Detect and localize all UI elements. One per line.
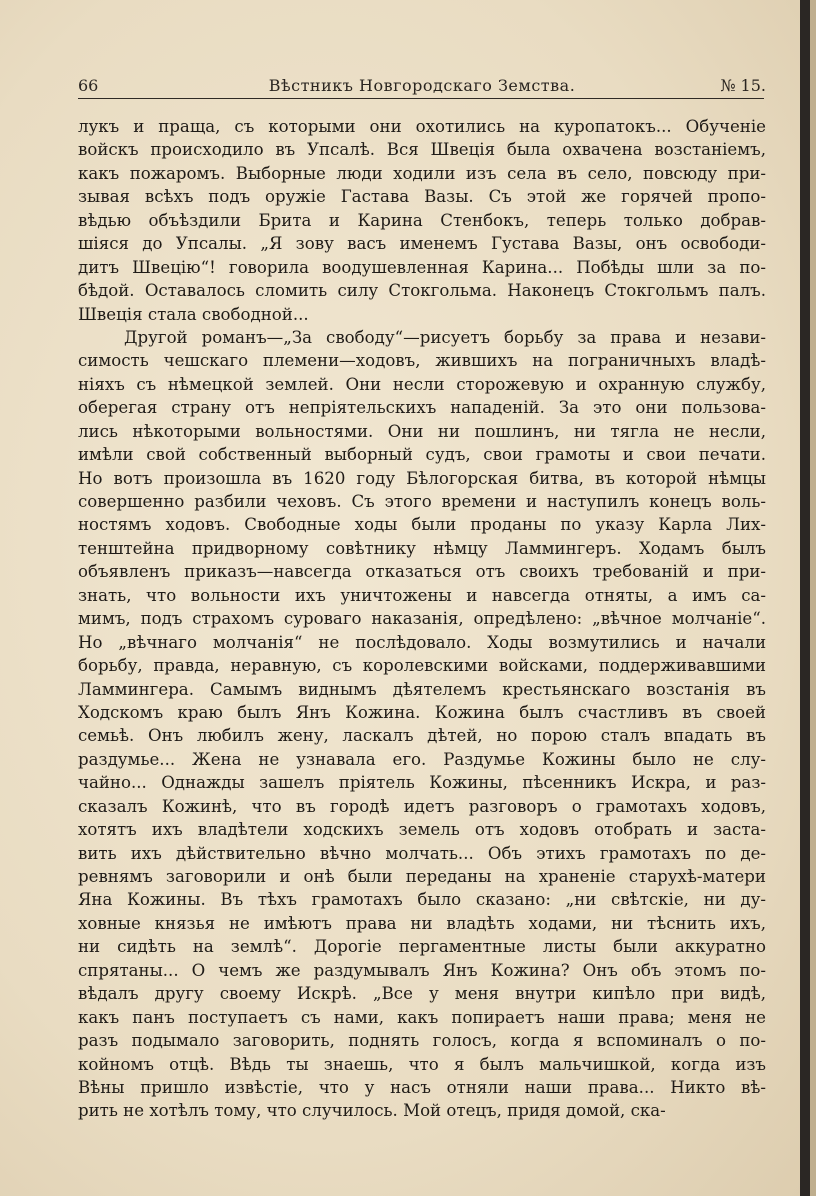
text-line: ховные князья не имѣютъ права ни владѣть ходами, ни тѣснить ихъ, — [78, 913, 766, 933]
text-line: Другой романъ—„За свободу“—рисуетъ борьбу за права и незави- — [124, 327, 766, 347]
text-line: вѣдалъ другу своему Искрѣ. „Все у меня внутри кипѣло при видѣ, — [78, 984, 766, 1004]
text-line: лукъ и праща, съ которыми они охотились на куропатокъ... Обученіе — [78, 117, 766, 136]
text-line: какъ панъ поступаетъ съ нами, какъ попираетъ наши права; меня не — [78, 1007, 766, 1027]
text-line: дитъ Швецію“! говорила воодушевленная Карина... Побѣды шли за по- — [78, 257, 766, 277]
running-header — [78, 74, 766, 100]
text-line: ніяхъ съ нѣмецкой землей. Они несли сторожевую и охранную службу, — [78, 374, 766, 394]
issue-number: № 15. — [720, 76, 766, 95]
text-line: тенштейна придворному совѣтнику нѣмцу Ламмингеръ. Ходамъ былъ — [78, 538, 766, 558]
text-line: бѣдой. Оставалось сломить силу Стокгольма. Наконецъ Стокгольмъ палъ. — [78, 281, 766, 301]
text-line: мимъ, подъ страхомъ суроваго наказанія, опредѣлено: „вѣчное молчаніе“. — [78, 609, 766, 629]
text-line: спрятаны... О чемъ же раздумывалъ Янъ Кожина? Онъ объ этомъ по- — [78, 960, 766, 980]
text-line: Яна Кожины. Въ тѣхъ грамотахъ было сказано: „ни свѣтскіе, ни ду- — [78, 890, 766, 910]
body-text — [78, 115, 766, 1123]
text-line: раздумье... Жена не узнавала его. Раздумье Кожины было не слу- — [78, 749, 766, 769]
text-line: ностямъ ходовъ. Свободные ходы были проданы по указу Карла Лих- — [78, 515, 766, 535]
text-line: лись нѣкоторыми вольностями. Они ни пошлинъ, ни тягла не несли, — [78, 421, 766, 441]
text-line: вить ихъ дѣйствительно вѣчно молчать... Объ этихъ грамотахъ по де- — [78, 843, 766, 863]
page-edge — [810, 0, 816, 1196]
text-line: разъ подымало заговорить, поднять голосъ, когда я вспоминалъ о по- — [78, 1031, 766, 1051]
text-line: знать, что вольности ихъ уничтожены и навсегда отняты, а имъ са- — [78, 585, 766, 605]
text-line: Вѣны пришло извѣстіе, что у насъ отняли наши права... Никто вѣ- — [78, 1077, 766, 1097]
text-line: семьѣ. Онъ любилъ жену, ласкалъ дѣтей, но порою сталъ впадать въ — [78, 726, 766, 746]
text-line: объявленъ приказъ—навсегда отказаться отъ своихъ требованій и при- — [78, 562, 766, 582]
text-line: шіяся до Упсалы. „Я зову васъ именемъ Густава Вазы, онъ освободи- — [78, 234, 766, 254]
text-line: зывая всѣхъ подъ оружіе Гастава Вазы. Съ этой же горячей пропо- — [78, 187, 766, 207]
text-line: вѣдью объѣздили Брита и Карина Стенбокъ, теперь только добрав- — [78, 210, 766, 230]
paragraph — [78, 115, 766, 326]
text-line: Но „вѣчнаго молчанія“ не послѣдовало. Ходы возмутились и начали — [78, 632, 766, 652]
text-line: сказалъ Кожинѣ, что въ городѣ идетъ разговоръ о грамотахъ ходовъ, — [78, 796, 766, 816]
text-line: Ходскомъ краю былъ Янъ Кожина. Кожина былъ счастливъ въ своей — [78, 702, 766, 722]
text-line: Ламмингера. Самымъ виднымъ дѣятелемъ крестьянскаго возстанія въ — [78, 679, 766, 699]
text-line: имѣли свой собственный выборный судъ, свои грамоты и свои печати. — [78, 445, 766, 465]
text-line: войскъ происходило въ Упсалѣ. Вся Швеція была охвачена возстаніемъ, — [78, 140, 766, 160]
journal-title: Вѣстникъ Новгородскаго Земства. — [268, 76, 576, 95]
text-line: койномъ отцѣ. Вѣдь ты знаешь, что я былъ мальчишкой, когда изъ — [78, 1054, 766, 1074]
header-rule — [78, 98, 764, 99]
text-line: ревнямъ заговорили и онѣ были переданы на храненіе старухѣ-матери — [78, 867, 766, 886]
text-line: рить не хотѣлъ тому, что случилось. Мой отецъ, придя домой, ска- — [78, 1101, 666, 1121]
text-line: чайно... Однажды зашелъ пріятель Кожины, пѣсенникъ Искра, и раз- — [78, 773, 766, 793]
text-line: ни сидѣть на землѣ“. Дорогіе пергаментные листы были аккуратно — [78, 937, 766, 957]
page-number: 66 — [78, 76, 99, 95]
text-line: совершенно разбили чеховъ. Съ этого времени и наступилъ конецъ воль- — [78, 492, 766, 511]
text-line: какъ пожаромъ. Выборные люди ходили изъ села въ село, повсюду при- — [78, 163, 766, 183]
text-line: борьбу, правда, неравную, съ королевскими войсками, поддерживавшими — [78, 656, 766, 676]
text-line: Швеція стала свободной... — [78, 304, 309, 324]
text-line: симость чешскаго племени—ходовъ, жившихъ на пограничныхъ владѣ- — [78, 351, 766, 371]
paragraph — [78, 326, 766, 1123]
text-line: Но вотъ произошла въ 1620 году Бѣлогорская битва, въ которой нѣмцы — [78, 468, 766, 488]
text-line: хотятъ ихъ владѣтели ходскихъ земель отъ ходовъ отобрать и заста- — [78, 820, 766, 840]
text-line: оберегая страну отъ непріятельскихъ нападеній. За это они пользова- — [78, 398, 766, 418]
